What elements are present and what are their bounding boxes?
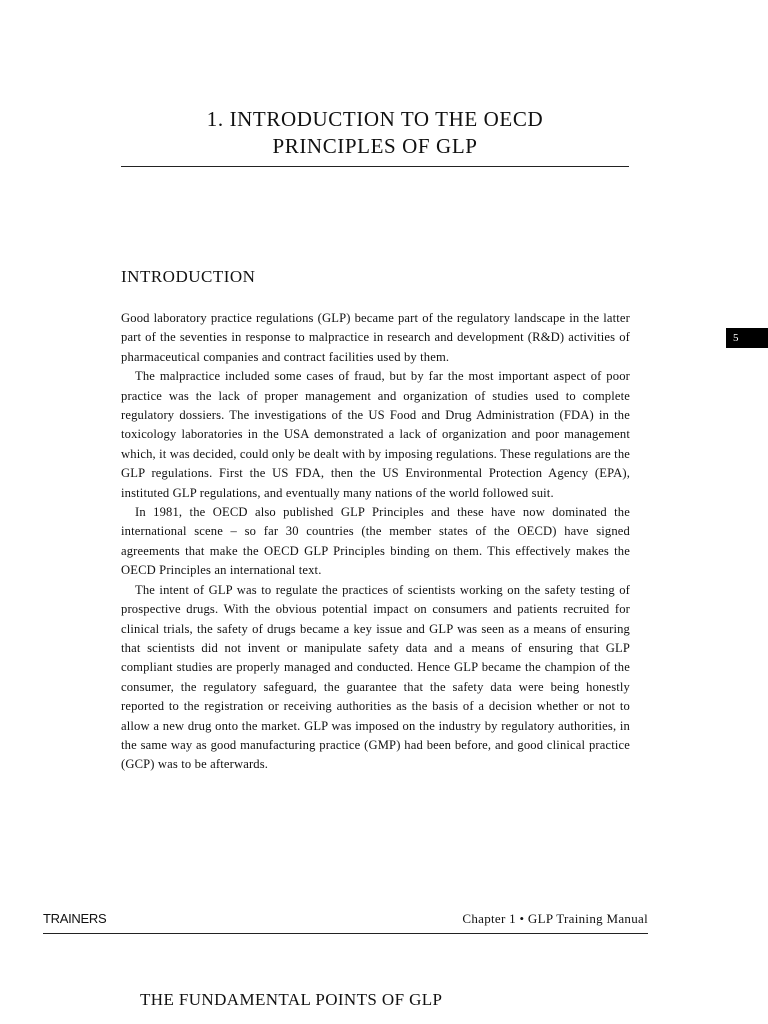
- paragraph: In 1981, the OECD also published GLP Principles and these have now dominated the international scene – so far 30 countries (the member states of the OECD) have signed agreements that make the OECD GLP Principles binding on them. This effectively makes the OECD Principles an international text.: [121, 505, 630, 578]
- chapter-title-line-2: PRINCIPLES OF GLP: [272, 134, 478, 158]
- title-divider: [121, 166, 629, 167]
- page-number-tab: 5: [726, 328, 768, 348]
- chapter-title: [121, 106, 629, 160]
- footer-divider: [43, 933, 648, 934]
- footer-left-label: TRAINERS: [43, 911, 107, 926]
- next-section-heading: THE FUNDAMENTAL POINTS OF GLP: [140, 990, 443, 1009]
- paragraph: The malpractice included some cases of fraud, but by far the most important aspect of poor practice was the lack of proper management and organization of studies used to complete regulatory dossiers. The investigations of the US Food and Drug Administration (FDA) in the toxicology laboratories in the USA demonstrated a lack of organization and poor management which, it was decided, could only be dealt with by imposing regulations. These regulations are the GLP regulations. First the US FDA, then the US Environmental Protection Agency (EPA), instituted GLP regulations, and eventually many nations of the world followed suit.: [121, 369, 631, 500]
- footer-right-label: Chapter 1 • GLP Training Manual: [462, 911, 648, 926]
- paragraph: The intent of GLP was to regulate the practices of scientists working on the safety testing of prospective drugs. With the obvious potential impact on consumers and patients recruited for clinical trials, the safety of drugs became a key issue and GLP was seen as a means of ensuring that scientists did not invent or manipulate safety data and a means of ensuring that GLP compliant studies are properly managed and conducted. Hence GLP became the champion of the consumer, the regulatory safeguard, the guarantee that the safety data were being honestly reported to the registration or receiving authorities as the basis of a decision whether or not to allow a new drug onto the market. GLP was imposed on the industry by regulatory authorities, in the same way as good manufacturing practice (GMP) had been before, and good clinical practice (GCP) was to be afterwards.: [121, 582, 630, 772]
- chapter-title-line-1: 1. INTRODUCTION TO THE OECD: [206, 107, 544, 131]
- body-text: [121, 309, 630, 775]
- paragraph: Good laboratory practice regulations (GLP) became part of the regulatory landscape in the latter part of the seventies in response to malpractice in research and development (R&D) activities of pharmaceutical companies and contract facilities used by them.: [121, 311, 630, 364]
- section-heading: INTRODUCTION: [121, 267, 256, 286]
